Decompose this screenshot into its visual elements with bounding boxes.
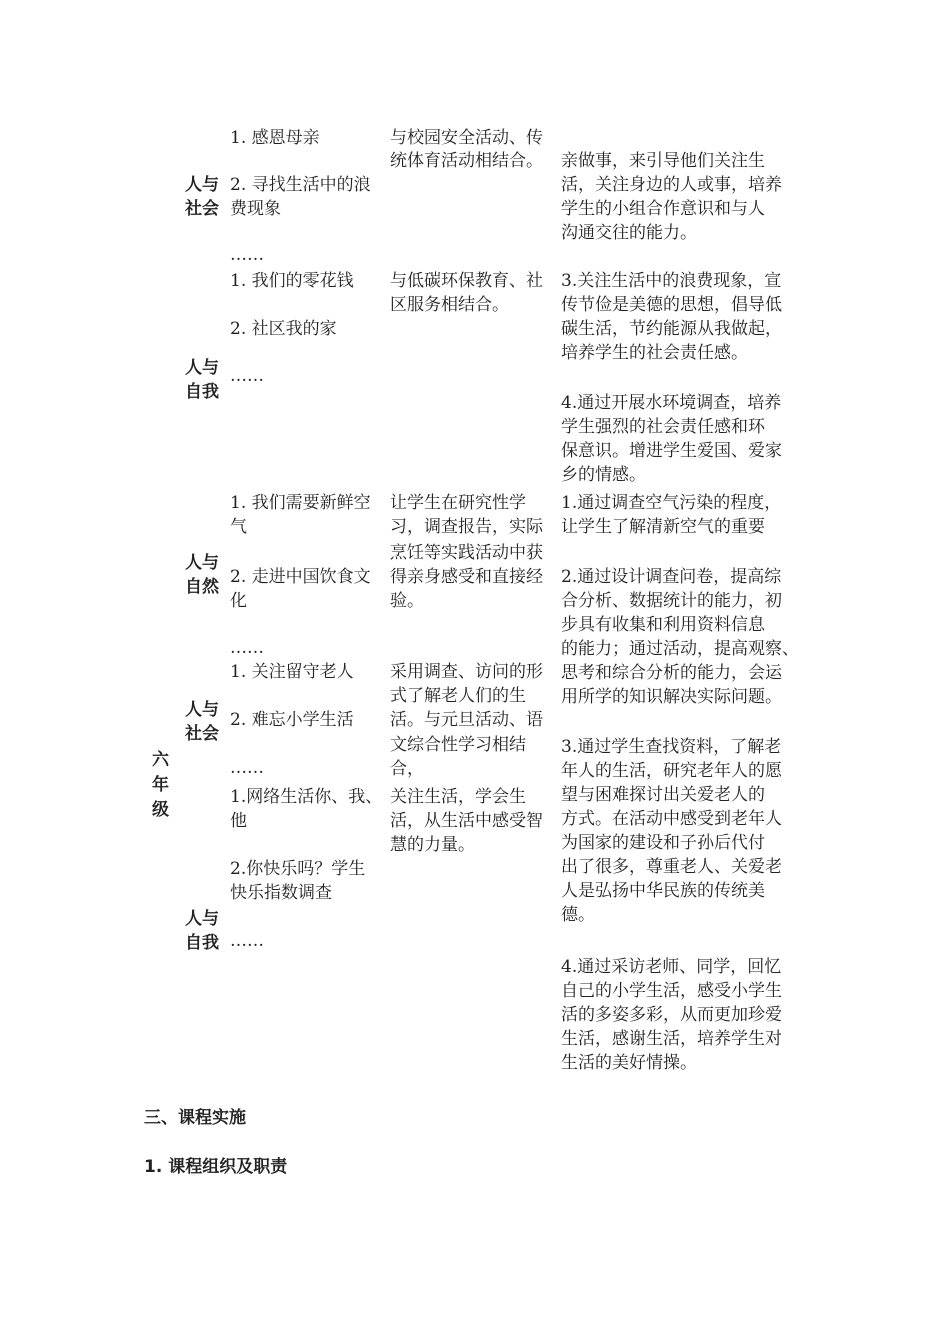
- grade-label-char-1: 六: [152, 750, 169, 770]
- topic-line: ……: [230, 931, 264, 951]
- grade-label-char-2: 年: [152, 775, 169, 795]
- method-line: 关注生活，学会生: [390, 787, 526, 807]
- topic-line: ……: [230, 245, 264, 265]
- goal-line: 自己的小学生活，感受小学生: [561, 981, 782, 1001]
- goal-line: 生活，感谢生活，培养学生对: [561, 1029, 782, 1049]
- section-heading: 三、课程实施: [144, 1108, 246, 1128]
- goal-line: 保意识。增进学生爱国、爱家: [561, 441, 782, 461]
- goal-line: 的能力；通过活动，提高观察、: [561, 639, 799, 659]
- goal-line: 为国家的建设和子孙后代付: [561, 833, 765, 853]
- goal-line: 3.关注生活中的浪费现象，宣: [561, 271, 782, 291]
- goal-line: 2.通过设计调查问卷，提高综: [561, 567, 782, 587]
- method-line: 烹饪等实践活动中获: [390, 543, 543, 563]
- goal-line: 方式。在活动中感受到老年人: [561, 809, 782, 829]
- method-line: 采用调查、访问的形: [390, 662, 543, 682]
- category-label: 人与 自我: [185, 358, 219, 402]
- method-line: 区服务相结合。: [390, 295, 509, 315]
- goal-line: 思考和综合分析的能力，会运: [561, 663, 782, 683]
- goal-line: 出了很多，尊重老人、关爱老: [561, 857, 782, 877]
- goal-line: 活，关注身边的人或事，培养: [561, 175, 782, 195]
- goal-line: 碳生活，节约能源从我做起，: [561, 319, 782, 339]
- goal-line: 活的多姿多彩，从而更加珍爱: [561, 1005, 782, 1025]
- topic-line: 1.网络生活你、我、: [230, 787, 383, 807]
- topic-line: ……: [230, 638, 264, 658]
- goal-line: 沟通交往的能力。: [561, 223, 697, 243]
- goal-line: 年人的生活，研究老年人的愿: [561, 761, 782, 781]
- method-line: 活。与元旦活动、语: [390, 710, 543, 730]
- method-line: 慧的力量。: [390, 835, 475, 855]
- goal-line: 步具有收集和利用资料信息: [561, 615, 765, 635]
- goal-line: 生活的美好情操。: [561, 1053, 697, 1073]
- method-line: 与低碳环保教育、社: [390, 271, 543, 291]
- method-line: 合，: [390, 759, 424, 779]
- goal-line: 传节俭是美德的思想，倡导低: [561, 295, 782, 315]
- sub-heading: 1. 课程组织及职责: [144, 1157, 288, 1177]
- goal-line: 合分析、数据统计的能力，初: [561, 591, 782, 611]
- topic-line: 1. 关注留守老人: [230, 662, 354, 682]
- goal-line: 亲做事，来引导他们关注生: [561, 151, 765, 171]
- goal-line: 德。: [561, 905, 595, 925]
- goal-line: 4.通过开展水环境调查，培养: [561, 393, 782, 413]
- goal-line: 培养学生的社会责任感。: [561, 343, 748, 363]
- method-line: 式了解老人们的生: [390, 686, 526, 706]
- topic-line: 快乐指数调查: [230, 883, 332, 903]
- goal-line: 4.通过采访老师、同学，回忆: [561, 957, 782, 977]
- category-label: 人与 社会: [185, 175, 219, 219]
- method-line: 得亲身感受和直接经: [390, 567, 543, 587]
- topic-line: 1. 感恩母亲: [230, 128, 320, 148]
- method-line: 让学生在研究性学: [390, 493, 526, 513]
- method-line: 习，调查报告，实际: [390, 517, 543, 537]
- topic-line: 2. 走进中国饮食文: [230, 567, 371, 587]
- goal-line: 望与困难探讨出关爱老人的: [561, 785, 765, 805]
- method-line: 与校园安全活动、传: [390, 128, 543, 148]
- method-line: 统体育活动相结合。: [390, 151, 543, 171]
- topic-line: 气: [230, 517, 247, 537]
- goal-line: 学生强烈的社会责任感和环: [561, 417, 765, 437]
- goal-line: 人是弘扬中华民族的传统美: [561, 881, 765, 901]
- category-label: 人与 社会: [185, 700, 219, 744]
- topic-line: 1. 我们的零花钱: [230, 271, 354, 291]
- topic-line: 化: [230, 591, 247, 611]
- goal-line: 乡的情感。: [561, 465, 646, 485]
- category-label: 人与 自然: [185, 553, 219, 597]
- goal-line: 学生的小组合作意识和与人: [561, 199, 765, 219]
- topic-line: 1. 我们需要新鲜空: [230, 493, 371, 513]
- topic-line: ……: [230, 758, 264, 778]
- method-line: 文综合性学习相结: [390, 735, 526, 755]
- method-line: 验。: [390, 591, 424, 611]
- goal-line: 3.通过学生查找资料，了解老: [561, 737, 782, 757]
- topic-line: 2. 社区我的家: [230, 319, 337, 339]
- goal-line: 让学生了解清新空气的重要: [561, 517, 765, 537]
- topic-line: 2.你快乐吗？学生: [230, 859, 366, 879]
- topic-line: 2. 寻找生活中的浪: [230, 175, 371, 195]
- method-line: 活，从生活中感受智: [390, 811, 543, 831]
- topic-line: 费现象: [230, 199, 281, 219]
- topic-line: ……: [230, 366, 264, 386]
- goal-line: 1.通过调查空气污染的程度，: [561, 493, 782, 513]
- goal-line: 用所学的知识解决实际问题。: [561, 687, 782, 707]
- category-label: 人与 自我: [185, 909, 219, 953]
- grade-label-char-3: 级: [152, 800, 169, 820]
- topic-line: 他: [230, 811, 247, 831]
- topic-line: 2. 难忘小学生活: [230, 710, 354, 730]
